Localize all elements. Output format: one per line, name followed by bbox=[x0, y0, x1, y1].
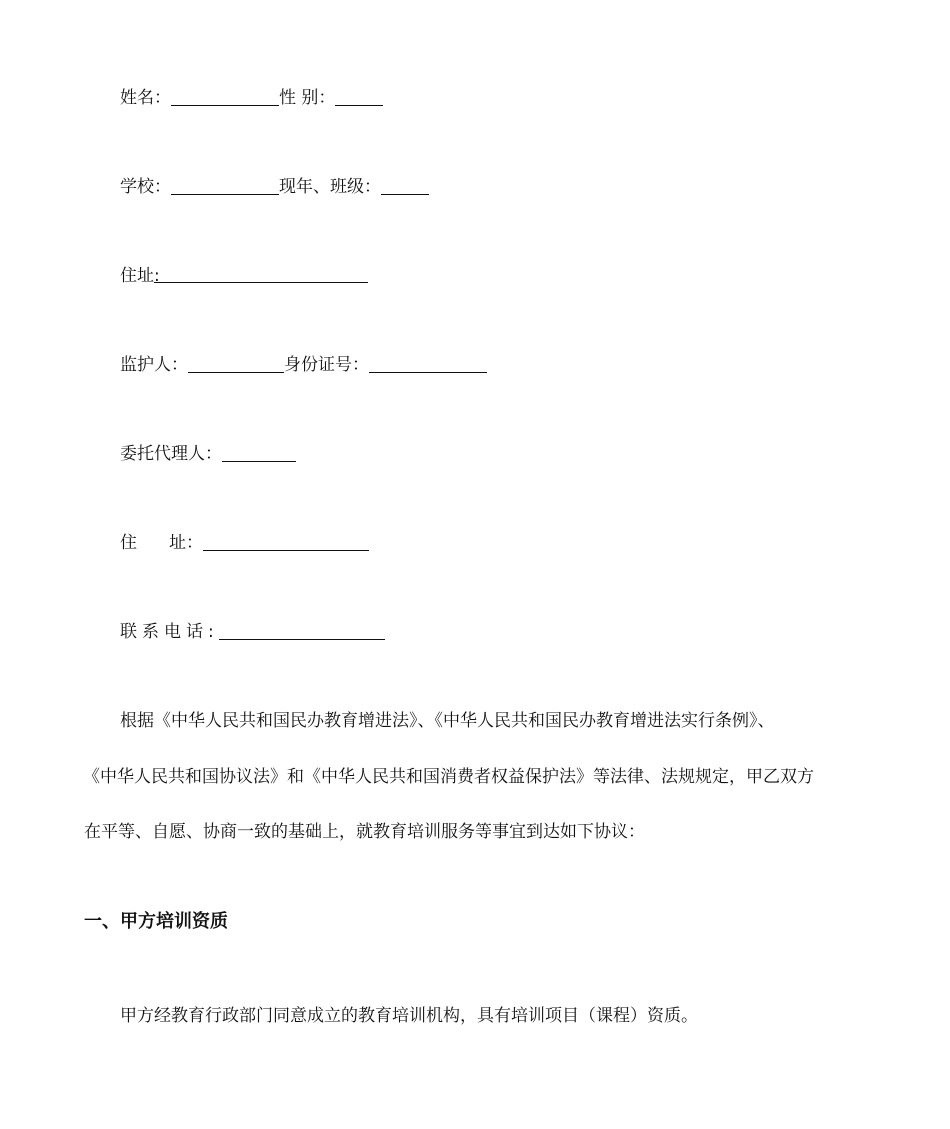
paragraph-line-2: 《中华人民共和国协议法》和《中华人民共和国消费者权益保护法》等法律、法规规定，甲乙双方 bbox=[83, 767, 814, 787]
agent-label: 委托代理人： bbox=[120, 444, 222, 464]
agent-address-row bbox=[120, 531, 369, 555]
section-1-body: 甲方经教育行政部门同意成立的教育培训机构，具有培训项目（课程）资质。 bbox=[120, 1006, 698, 1026]
agent-address-label-a: 住 bbox=[120, 533, 137, 553]
name-blank[interactable] bbox=[171, 87, 279, 106]
guardian-blank[interactable] bbox=[188, 354, 284, 373]
school-grade-row bbox=[120, 175, 429, 199]
section-heading-1: 一、甲方培训资质 bbox=[84, 911, 228, 932]
agent-address-label-b: 址： bbox=[169, 533, 203, 553]
paragraph-line-3: 在平等、自愿、协商一致的基础上，就教育培训服务等事宜到达如下协议： bbox=[84, 822, 645, 842]
id-number-blank[interactable] bbox=[369, 354, 487, 373]
agent-blank[interactable] bbox=[222, 443, 296, 462]
address-row bbox=[120, 264, 368, 288]
phone-blank[interactable] bbox=[219, 621, 385, 640]
address-blank[interactable] bbox=[154, 264, 368, 286]
guardian-id-row bbox=[120, 353, 487, 377]
school-label: 学校： bbox=[120, 177, 171, 197]
grade-label: 现年、班级： bbox=[279, 177, 381, 197]
agent-row bbox=[120, 442, 296, 466]
address-label: 住址 bbox=[120, 266, 154, 286]
grade-blank[interactable] bbox=[381, 176, 429, 195]
id-label: 身份证号： bbox=[284, 355, 369, 375]
name-gender-row bbox=[120, 86, 383, 110]
phone-label: 联系电话: bbox=[120, 622, 219, 642]
gender-label: 性 别： bbox=[279, 88, 336, 108]
address-colon: : bbox=[154, 266, 160, 286]
guardian-label: 监护人： bbox=[120, 355, 188, 375]
name-label: 姓名： bbox=[120, 88, 171, 108]
gender-blank[interactable] bbox=[335, 87, 383, 106]
agent-address-blank[interactable] bbox=[203, 532, 369, 551]
phone-row bbox=[120, 620, 385, 644]
school-blank[interactable] bbox=[171, 176, 279, 195]
paragraph-line-1: 根据《中华人民共和国民办教育增进法》、《中华人民共和国民办教育增进法实行条例》、 bbox=[120, 711, 775, 731]
